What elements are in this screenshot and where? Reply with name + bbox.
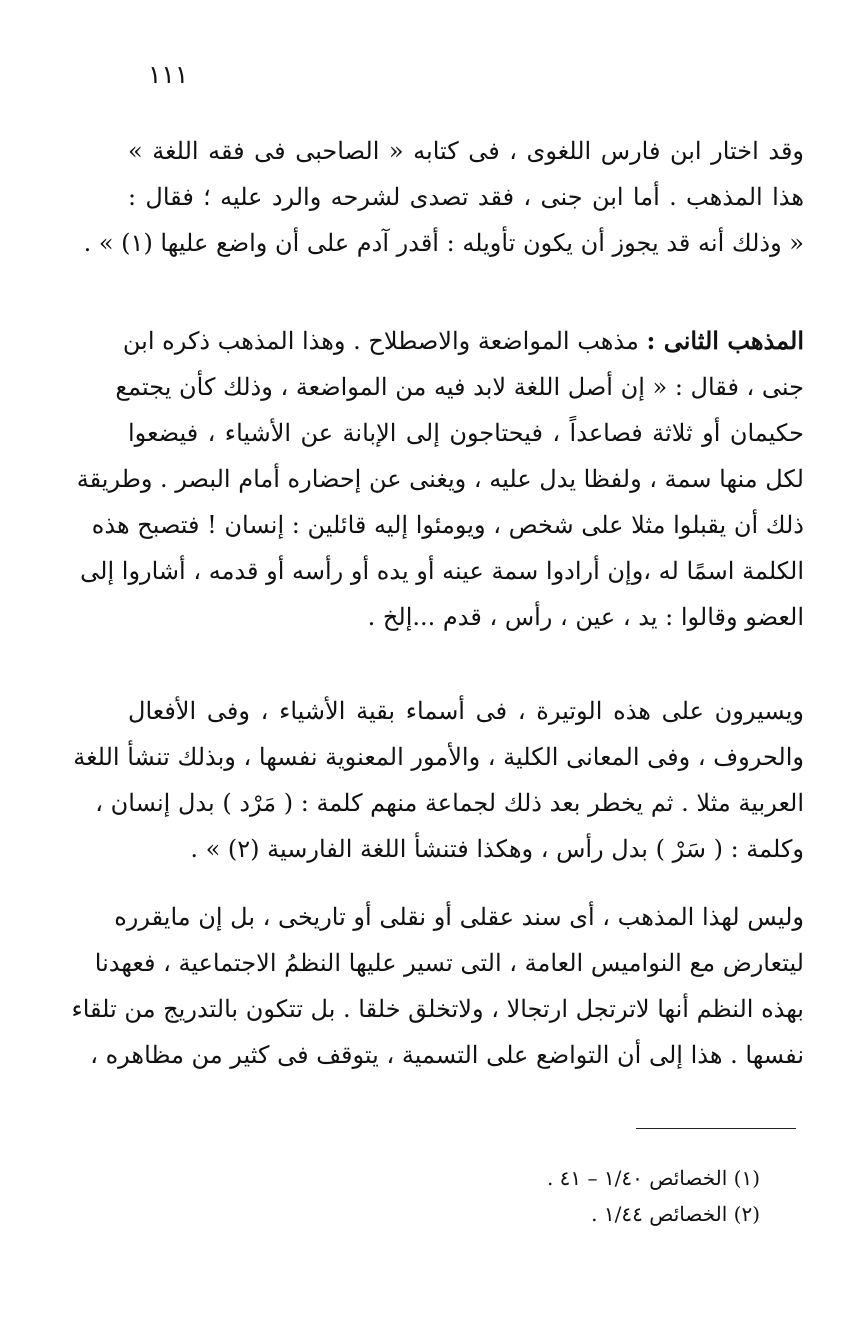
text-line: جنى ، فقال : « إن أصل اللغة لابد فيه من المواضعة ، وذلك كأن يجتمع <box>115 373 804 401</box>
text-line: وقد اختار ابن فارس اللغوى ، فى كتابه « الصاحبى فى فقه اللغة » <box>128 137 804 165</box>
text-line: وليس لهذا المذهب ، أى سند عقلى أو نقلى أو تاريخى ، بل إن مايقرره <box>114 903 804 931</box>
paragraph-1 <box>83 128 804 266</box>
footnote-2: (٢) الخصائص ١/٤٤ . <box>591 1202 760 1226</box>
paragraph-2 <box>76 318 804 640</box>
text-line: العضو وقالوا : يد ، عين ، رأس ، قدم ...إلخ . <box>367 603 804 631</box>
text-line: ذلك أن يقبلوا مثلا على شخص ، ويومئوا إليه قائلين : إنسان ! فتصبح هذه <box>91 511 804 539</box>
text-line: نفسها . هذا إلى أن التواضع على التسمية ، يتوقف فى كثير من مظاهره ، <box>90 1041 804 1069</box>
text-line: الكلمة اسمًا له ،وإن أرادوا سمة عينه أو يده أو رأسه أو قدمه ، أشاروا إلى <box>80 557 804 585</box>
section-heading: المذهب الثانى : <box>646 326 804 355</box>
text-run: مذهب المواضعة والاصطلاح . وهذا المذهب ذكره ابن <box>122 327 639 355</box>
text-line: ليتعارض مع النواميس العامة ، التى تسير عليها النظمُ الاجتماعية ، فعهدنا <box>94 949 804 977</box>
text-line: حكيمان أو ثلاثة فصاعداً ، فيحتاجون إلى الإبانة عن الأشياء ، فيضعوا <box>128 419 804 447</box>
footnotes <box>400 1160 760 1232</box>
text-line: بهذه النظم أنها لاترتجل ارتجالا ، ولاتخلق خلقا . بل تتكون بالتدريج من تلقاء <box>71 995 804 1023</box>
paragraph-3 <box>73 688 804 872</box>
text-line: وكلمة : ( سَرْ ) بدل رأس ، وهكذا فتنشأ اللغة الفارسية (٢) » . <box>190 835 804 863</box>
text-line: ويسيرون على هذه الوتيرة ، فى أسماء بقية الأشياء ، وفى الأفعال <box>128 697 804 725</box>
text-line <box>122 318 804 364</box>
text-line: « وذلك أنه قد يجوز أن يكون تأويله : أقدر آدم على أن واضع عليها (١) » . <box>83 229 804 257</box>
footnote-divider <box>636 1128 796 1129</box>
text-line: لكل منها سمة ، ولفظا يدل عليه ، ويغنى عن إحضاره أمام البصر . وطريقة <box>76 465 804 493</box>
page-number: ١١١ <box>148 60 189 89</box>
text-line: والحروف ، وفى المعانى الكلية ، والأمور المعنوية نفسها ، وبذلك تنشأ اللغة <box>73 743 804 771</box>
text-line: هذا المذهب . أما ابن جنى ، فقد تصدى لشرحه والرد عليه ؛ فقال : <box>128 183 804 211</box>
text-line: العربية مثلا . ثم يخطر بعد ذلك لجماعة منهم كلمة : ( مَرْد ) بدل إنسان ، <box>95 789 804 817</box>
paragraph-4 <box>71 894 804 1078</box>
footnote-1: (١) الخصائص ١/٤٠ – ٤١ . <box>546 1166 760 1190</box>
